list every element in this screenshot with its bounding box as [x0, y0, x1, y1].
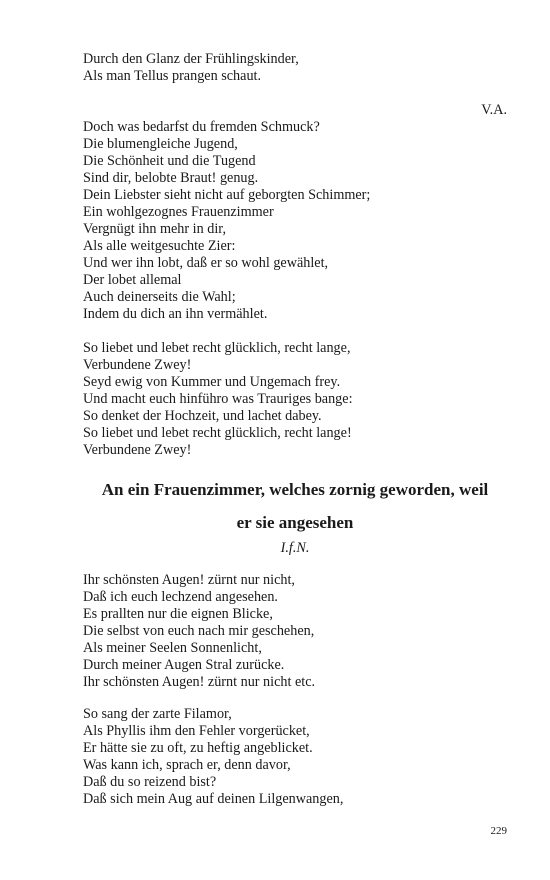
verse-line: Doch was bedarfst du fremden Schmuck?	[83, 119, 320, 135]
verse-line: Und wer ihn lobt, daß er so wohl gewählet,	[83, 255, 329, 271]
verse-line: Und macht euch hinführo was Trauriges bange:	[83, 391, 353, 407]
verse-line: Verbundene Zwey!	[83, 442, 192, 458]
verse-line: Es prallten nur die eignen Blicke,	[83, 606, 273, 622]
verse-line: Auch deinerseits die Wahl;	[83, 289, 236, 305]
verse-line: Daß ich euch lechzend angesehen.	[83, 589, 278, 605]
verse-line: Ein wohlgezognes Frauenzimmer	[83, 204, 274, 220]
verse-line: Vergnügt ihn mehr in dir,	[83, 221, 226, 237]
verse-line: Verbundene Zwey!	[83, 357, 192, 373]
verse-line: Indem du dich an ihn vermählet.	[83, 306, 268, 322]
verse-line: Ihr schönsten Augen! zürnt nur nicht etc.	[83, 674, 316, 690]
verse-line: So denket der Hochzeit, und lachet dabey.	[83, 408, 322, 424]
verse-line: Als meiner Seelen Sonnenlicht,	[83, 640, 262, 656]
verse-line: Daß du so reizend bist?	[83, 774, 217, 790]
poem-author: I.f.N.	[280, 540, 310, 556]
verse-line: Was kann ich, sprach er, denn davor,	[83, 757, 291, 773]
verse-line: Als alle weitgesuchte Zier:	[83, 238, 236, 254]
verse-line: Dein Liebster sieht nicht auf geborgten Schimmer;	[83, 187, 371, 203]
verse-line: So liebet und lebet recht glücklich, recht lange,	[83, 340, 351, 356]
poem-title-line: An ein Frauenzimmer, welches zornig geworden, weil	[101, 480, 489, 499]
verse-line: Als man Tellus prangen schaut.	[83, 68, 262, 84]
page-number: 229	[490, 825, 507, 837]
verse-line: Ihr schönsten Augen! zürnt nur nicht,	[83, 572, 295, 588]
verse-line: Er hätte sie zu oft, zu heftig angeblicket.	[83, 740, 313, 756]
verse-line: Sind dir, belobte Braut! genug.	[83, 170, 259, 186]
author-signature: V.A.	[481, 102, 507, 118]
verse-line: Als Phyllis ihm den Fehler vorgerücket,	[83, 723, 310, 739]
verse-line: Die Schönheit und die Tugend	[83, 153, 256, 169]
verse-line: So liebet und lebet recht glücklich, recht lange!	[83, 425, 352, 441]
verse-line: Daß sich mein Aug auf deinen Lilgenwangen,	[83, 791, 344, 807]
verse-line: Durch meiner Augen Stral zurücke.	[83, 657, 285, 673]
poem-title-line: er sie angesehen	[236, 513, 354, 532]
verse-line: Durch den Glanz der Frühlingskinder,	[83, 51, 299, 67]
verse-line: Die blumengleiche Jugend,	[83, 136, 238, 152]
verse-line: Seyd ewig von Kummer und Ungemach frey.	[83, 374, 341, 390]
verse-line: So sang der zarte Filamor,	[83, 706, 232, 722]
verse-line: Die selbst von euch nach mir geschehen,	[83, 623, 315, 639]
verse-line: Der lobet allemal	[83, 272, 182, 288]
